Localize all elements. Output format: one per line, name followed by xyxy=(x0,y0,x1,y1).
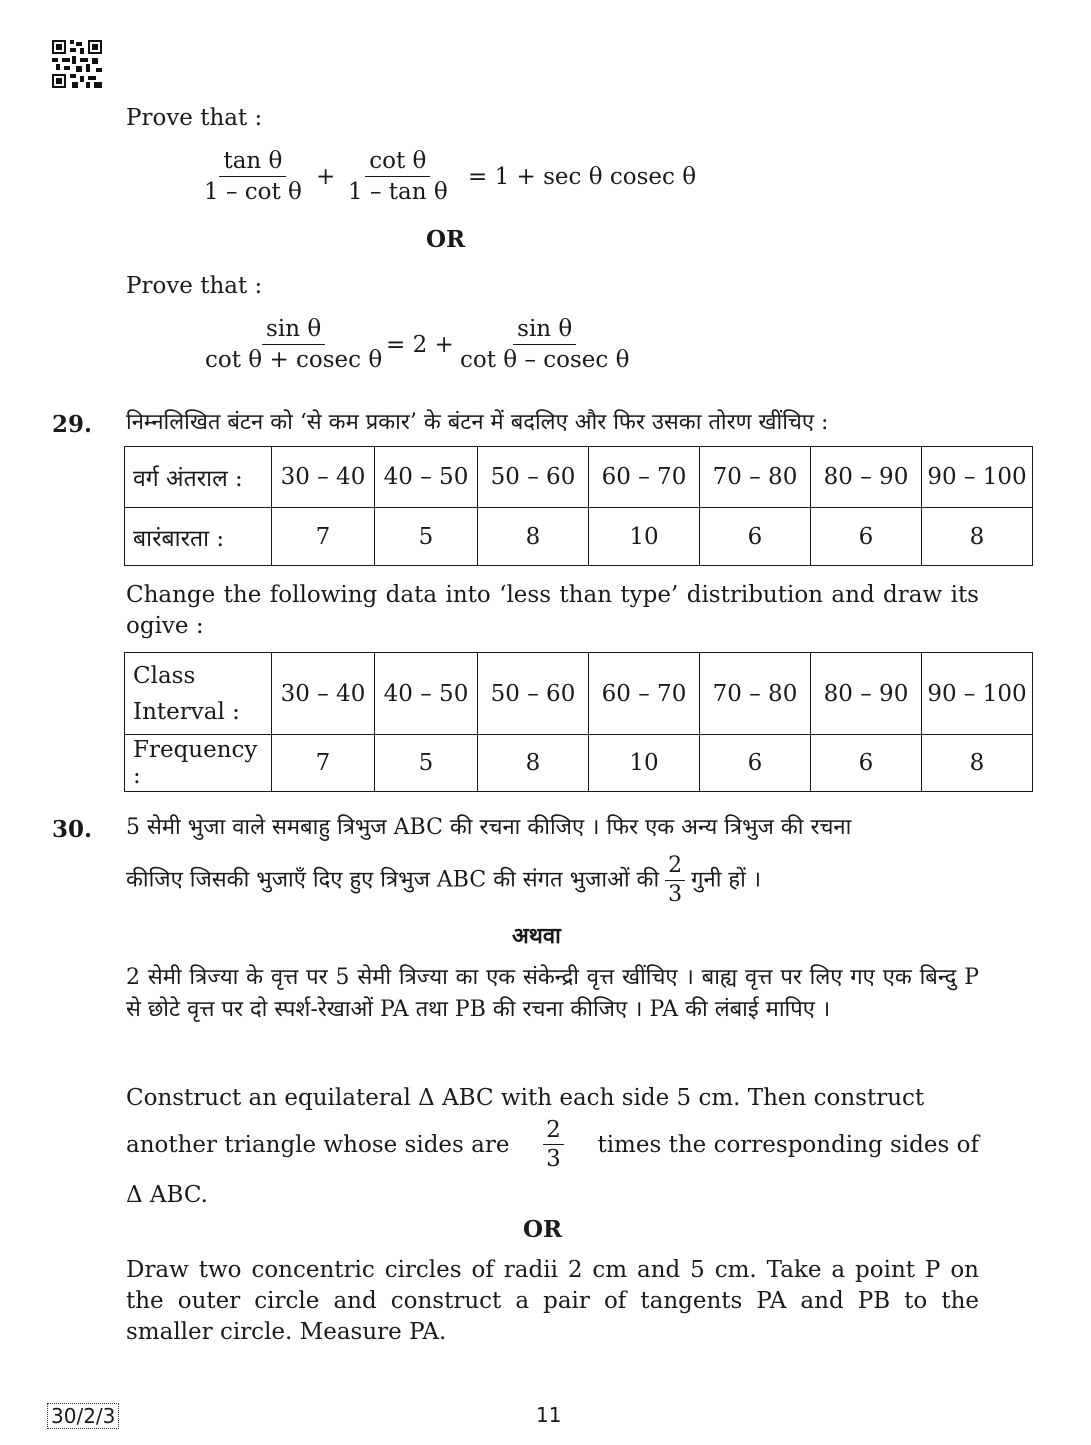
equation-rhs: = 1 + sec θ cosec θ xyxy=(468,164,697,190)
hindi-text: कीजिए जिसकी भुजाएँ दिए हुए त्रिभुज ABC की संगत भुजाओं की xyxy=(126,867,660,893)
fraction-tan-over-1-minus-cot xyxy=(200,146,306,207)
table-cell: 5 xyxy=(375,735,478,792)
or-separator: OR xyxy=(426,226,466,253)
table-cell: 8 xyxy=(478,735,589,792)
q30-hindi-or-text: 2 सेमी त्रिज्या के वृत्त पर 5 सेमी त्रिज्या का एक संकेन्द्री वृत्त खींचिए । बाह्य वृत्त पर लिए गए एक बिन्दु P से छोटे वृत्त पर दो स्पर्श-रेखाओं PA तथा PB की रचना कीजिए । PA की लंबाई मापिए । xyxy=(126,965,979,1022)
two-thirds-fraction xyxy=(665,852,685,909)
table-cell: 60 – 70 xyxy=(589,653,700,735)
table-cell: 7 xyxy=(272,735,375,792)
denominator: 3 xyxy=(546,1146,561,1172)
denominator: 1 – cot θ xyxy=(204,179,302,205)
denominator: cot θ – cosec θ xyxy=(460,347,630,373)
prove-that-label: Prove that : xyxy=(126,273,263,299)
numerator: sin θ xyxy=(513,314,576,345)
table-cell: 90 – 100 xyxy=(922,653,1033,735)
table-cell: 7 xyxy=(272,508,375,566)
hindi-text: गुनी हों । xyxy=(691,867,762,893)
table-cell: 8 xyxy=(922,508,1033,566)
q30-english-line2 xyxy=(126,1116,979,1173)
table-cell: 50 – 60 xyxy=(478,447,589,508)
q30-english-line3: Δ ABC. xyxy=(126,1182,208,1208)
table-cell: 6 xyxy=(700,508,811,566)
table-cell: 6 xyxy=(811,508,922,566)
table-row-head: Frequency : xyxy=(125,735,272,792)
table-cell: 10 xyxy=(589,735,700,792)
table-row-head xyxy=(125,653,272,735)
prove-that-label: Prove that : xyxy=(126,105,263,131)
table-cell: 50 – 60 xyxy=(478,653,589,735)
table-cell: 80 – 90 xyxy=(811,653,922,735)
table-row-head: बारंबारता : xyxy=(125,508,272,566)
table-cell: 80 – 90 xyxy=(811,447,922,508)
denominator: 3 xyxy=(668,882,683,907)
fraction-sin-over-cot-plus-cosec xyxy=(201,314,386,375)
fraction-sin-over-cot-minus-cosec xyxy=(456,314,633,375)
equals-two-plus: = 2 + xyxy=(386,332,454,358)
table-cell: 8 xyxy=(478,508,589,566)
table-cell: 40 – 50 xyxy=(375,447,478,508)
table-cell: 10 xyxy=(589,508,700,566)
denominator: cot θ + cosec θ xyxy=(205,347,383,373)
plus-sign: + xyxy=(316,164,336,190)
q30-hindi-line2 xyxy=(126,852,761,909)
numerator: cot θ xyxy=(365,146,430,177)
interval-label: Interval : xyxy=(133,698,240,725)
q30-english-or-text: Draw two concentric circles of radii 2 cm and 5 cm. Take a point P on the outer circle and construct a pair of tangents PA and PB to the smaller circle. Measure PA. xyxy=(126,1257,979,1345)
numerator: 2 xyxy=(543,1116,564,1145)
table-cell: 70 – 80 xyxy=(700,653,811,735)
numerator: 2 xyxy=(665,852,685,881)
english-distribution-table xyxy=(124,652,1033,792)
hindi-distribution-table xyxy=(124,446,1033,566)
table-cell: 70 – 80 xyxy=(700,447,811,508)
paper-code: 30/2/3 xyxy=(47,1403,119,1429)
table-cell: 30 – 40 xyxy=(272,653,375,735)
numerator: sin θ xyxy=(262,314,325,345)
or-separator: OR xyxy=(523,1216,563,1243)
english-text: times the corresponding sides of xyxy=(597,1131,979,1158)
question-number: 30. xyxy=(52,816,93,843)
athva-separator: अथवा xyxy=(512,923,561,949)
qr-code-icon xyxy=(52,40,102,88)
class-label: Class xyxy=(133,662,196,689)
q30-hindi-line1: 5 सेमी भुजा वाले समबाहु त्रिभुज ABC की रचना कीजिए । फिर एक अन्य त्रिभुज की रचना xyxy=(126,815,852,840)
table-cell: 30 – 40 xyxy=(272,447,375,508)
table-cell: 6 xyxy=(811,735,922,792)
q30-english-line1: Construct an equilateral Δ ABC with each side 5 cm. Then construct xyxy=(126,1085,925,1111)
page-number: 11 xyxy=(536,1403,562,1427)
fraction-cot-over-1-minus-tan xyxy=(344,146,452,207)
table-cell: 5 xyxy=(375,508,478,566)
table-row-head: वर्ग अंतराल : xyxy=(125,447,272,508)
table-cell: 6 xyxy=(700,735,811,792)
english-text: another triangle whose sides are xyxy=(126,1131,510,1158)
table-cell: 90 – 100 xyxy=(922,447,1033,508)
question-number: 29. xyxy=(52,411,93,438)
q29-english-text: Change the following data into ‘less than type’ distribution and draw its ogive : xyxy=(126,582,979,639)
table-cell: 40 – 50 xyxy=(375,653,478,735)
two-thirds-fraction xyxy=(543,1116,564,1173)
table-cell: 8 xyxy=(922,735,1033,792)
numerator: tan θ xyxy=(219,146,286,177)
table-cell: 60 – 70 xyxy=(589,447,700,508)
denominator: 1 – tan θ xyxy=(348,179,448,205)
q29-hindi-text: निम्नलिखित बंटन को ‘से कम प्रकार’ के बंटन में बदलिए और फिर उसका तोरण खींचिए : xyxy=(126,410,829,435)
